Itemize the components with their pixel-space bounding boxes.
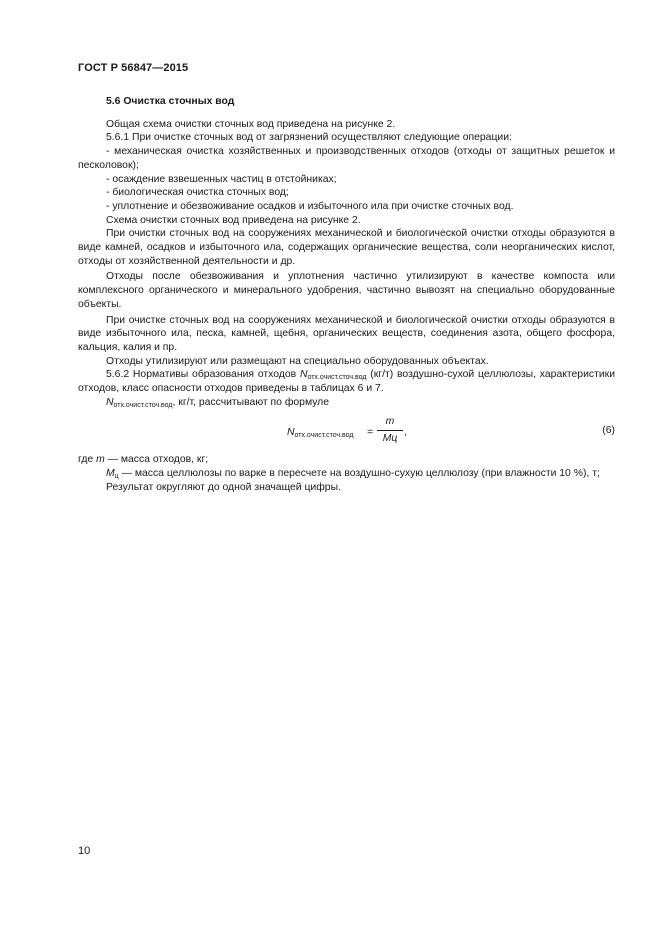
page-number: 10 (78, 845, 91, 857)
document-body (78, 95, 615, 495)
where-mc: $M_ц$ — масса целлюлозы по варке в пересчете на воздушно-сухую целлюлозу (при влажности 10 %), т; (106, 468, 600, 481)
paragraph-waste-utilization: Отходы после обезвоживания и уплотнения частично утилизируют в качестве компоста или комплексного органического и минерального удобрения, частично вывозят на специально оборудованные объекты. (78, 271, 615, 310)
list-item-sedimentation: - осаждение взвешенных частиц в отстойниках; (106, 173, 337, 185)
formula-6: $N_{отх.очист.сточ.вод}$ = m Mц , (6) (287, 416, 615, 445)
formula-number: (6) (602, 425, 615, 437)
paragraph-disposal: Отходы утилизируют или размещают на специально оборудованных объектах. (106, 355, 489, 367)
paragraph-rounding: Результат округляют до одной значащей цифры. (106, 481, 341, 493)
paragraph-overview: Общая схема очистки сточных вод приведена на рисунке 2. (106, 118, 396, 130)
list-item-mechanical: - механическая очистка хозяйственных и производственных отходов (отходы от защитных решеток и песколовок); (78, 146, 615, 171)
symbol-n: N (299, 369, 308, 381)
section-heading: 5.6 Очистка сточных вод (106, 96, 235, 107)
paragraph-norms: 5.6.2 Нормативы образования отходов $N_{отх.очист.сточ.вод}$ (кг/т) воздушно-сухой целлюлозы, характеристики отходов, класс опасности отходов приведены в таблицах 6 и 7. (78, 369, 615, 395)
formula-denominator: Mц (382, 433, 398, 445)
paragraph-waste-formation: При очистки сточных вод на сооружениях механической и биологической очистки отходы образуются в виде камней, осадков и избыточного ила, содержащих органические вещества, соли неорганических кислот, отходы от хозяйственной деятельности и др. (78, 228, 615, 267)
paragraph-operations: 5.6.1 При очистке сточных вод от загрязнений осуществляют следующие операции: (106, 132, 512, 144)
formula-numerator: m (377, 415, 403, 431)
paragraph-formula-intro: $N_{отх.очист.сточ.вод}$, кг/т, рассчитывают по формуле (106, 396, 330, 409)
where-m: где m — масса отходов, кг; (78, 454, 209, 466)
symbol-n-subscript: отх.очист.сточ.вод (307, 374, 367, 382)
list-item-dewatering: - уплотнение и обезвоживание осадков и избыточного ила при очистке сточных вод. (106, 200, 514, 212)
formula-fraction (377, 415, 403, 445)
formula-lhs: $N_{отх.очист.сточ.вод}$ (287, 427, 354, 440)
paragraph-waste-composition: При очистке сточных вод на сооружениях механической и биологической очистки отходы образуются в виде избыточного ила, песка, камней, щебня, органических веществ, соединения азота, общего фосфора, кальция, калия и пр. (78, 314, 615, 353)
formula-equals: = (367, 427, 374, 439)
standard-header: ГОСТ Р 56847—2015 (78, 62, 189, 74)
list-item-biological: - биологическая очистка сточных вод; (106, 187, 289, 199)
paragraph-scheme: Схема очистки сточных вод приведена на рисунке 2. (106, 214, 361, 226)
